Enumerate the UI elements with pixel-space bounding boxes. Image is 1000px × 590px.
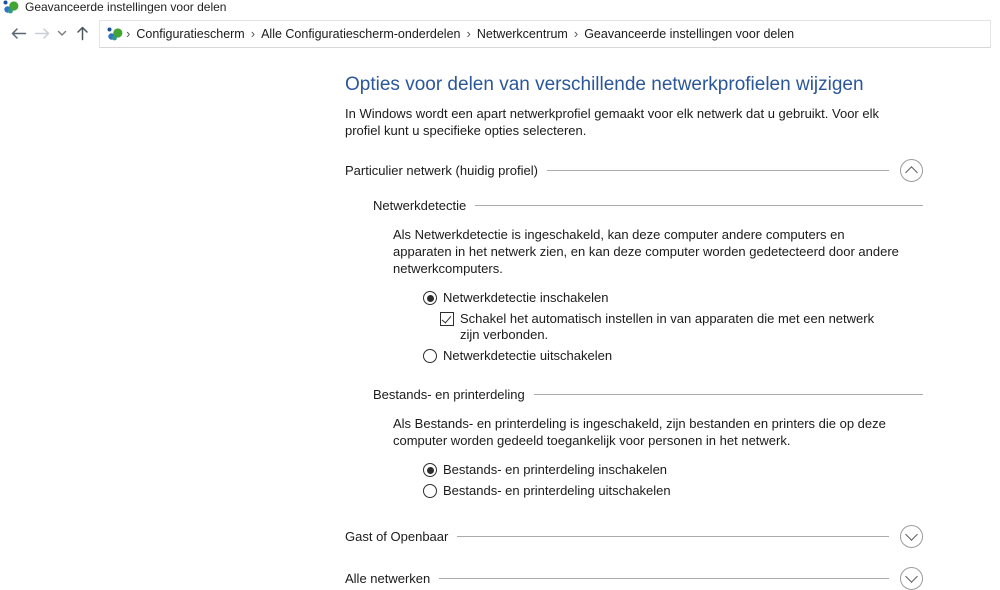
section-guest-public — [345, 525, 923, 548]
option-auto-setup-devices[interactable] — [440, 311, 923, 343]
chevron-down-icon — [905, 570, 918, 583]
breadcrumb-all-items[interactable]: Alle Configuratiescherm-onderdelen — [261, 26, 461, 41]
subsection-file-printer-sharing-title: Bestands- en printerdeling — [373, 387, 525, 402]
option-network-discovery-off[interactable] — [423, 348, 923, 364]
option-label: Netwerkdetectie uitschakelen — [443, 348, 613, 363]
section-private-network — [345, 159, 923, 182]
back-arrow-icon — [10, 27, 27, 40]
breadcrumb-control-panel[interactable]: Configuratiescherm — [136, 26, 245, 41]
main-content — [345, 74, 923, 590]
breadcrumb-network-center[interactable]: Netwerkcentrum — [476, 26, 568, 41]
expand-guest-public-button[interactable] — [900, 525, 923, 548]
expand-all-networks-button[interactable] — [900, 567, 923, 590]
radio-button-selected-icon[interactable] — [423, 463, 437, 477]
chevron-down-icon — [905, 528, 918, 541]
subsection-network-discovery-title: Netwerkdetectie — [373, 198, 467, 213]
section-private-network-title: Particulier netwerk (huidig profiel) — [345, 163, 538, 178]
breadcrumb-advanced-sharing[interactable]: Geavanceerde instellingen voor delen — [584, 26, 795, 41]
radio-button-unselected-icon[interactable] — [423, 484, 437, 498]
section-guest-public-title: Gast of Openbaar — [345, 529, 449, 544]
subsection-file-printer-sharing — [373, 387, 923, 402]
section-divider — [439, 578, 889, 579]
subsection-divider — [475, 205, 923, 206]
option-file-sharing-on[interactable] — [423, 462, 923, 478]
chevron-up-icon — [905, 166, 918, 179]
window-titlebar — [0, 0, 1000, 16]
up-button[interactable] — [70, 22, 94, 46]
section-divider — [457, 536, 889, 537]
section-divider — [547, 170, 889, 171]
option-file-sharing-off[interactable] — [423, 483, 923, 499]
chevron-down-icon — [57, 30, 67, 37]
navigation-toolbar — [0, 20, 1000, 47]
subsection-divider — [534, 394, 923, 395]
section-all-networks — [345, 567, 923, 590]
option-label: Schakel het automatisch instellen in van apparaten die met een netwerk zijn verbonden. — [460, 311, 875, 342]
radio-button-selected-icon[interactable] — [423, 291, 437, 305]
sharing-app-icon — [3, 0, 19, 14]
page-title: Opties voor delen van verschillende netwerkprofielen wijzigen — [345, 74, 864, 95]
option-label: Bestands- en printerdeling inschakelen — [443, 462, 668, 477]
section-all-networks-title: Alle netwerken — [345, 571, 431, 586]
radio-button-unselected-icon[interactable] — [423, 349, 437, 363]
up-arrow-icon — [76, 26, 89, 41]
collapse-private-network-button[interactable] — [900, 159, 923, 182]
forward-arrow-icon — [34, 27, 51, 40]
file-printer-sharing-description: Als Bestands- en printerdeling is ingeschakeld, zijn bestanden en printers die op deze computer worden gedeeld toegankelijk voor personen in het netwerk. — [393, 416, 886, 448]
network-discovery-description: Als Netwerkdetectie is ingeschakeld, kan deze computer andere computers en apparaten in het netwerk zien, en kan deze computer worden gedetecteerd door andere netwerkcomputers. — [393, 227, 899, 276]
recent-locations-dropdown[interactable] — [54, 22, 70, 46]
checkbox-checked-icon[interactable] — [440, 312, 454, 326]
window-title: Geavanceerde instellingen voor delen — [25, 0, 227, 14]
option-label: Netwerkdetectie inschakelen — [443, 290, 609, 305]
subsection-network-discovery — [373, 198, 923, 213]
intro-text: In Windows wordt een apart netwerkprofiel gemaakt voor elk netwerk dat u gebruikt. Voor elk profiel kunt u specifieke opties selecteren. — [345, 106, 879, 138]
network-sharing-icon — [107, 27, 123, 41]
forward-button[interactable] — [30, 22, 54, 46]
back-button[interactable] — [6, 22, 30, 46]
address-bar[interactable] — [99, 20, 991, 48]
option-label: Bestands- en printerdeling uitschakelen — [443, 483, 671, 498]
option-network-discovery-on[interactable] — [423, 290, 923, 306]
